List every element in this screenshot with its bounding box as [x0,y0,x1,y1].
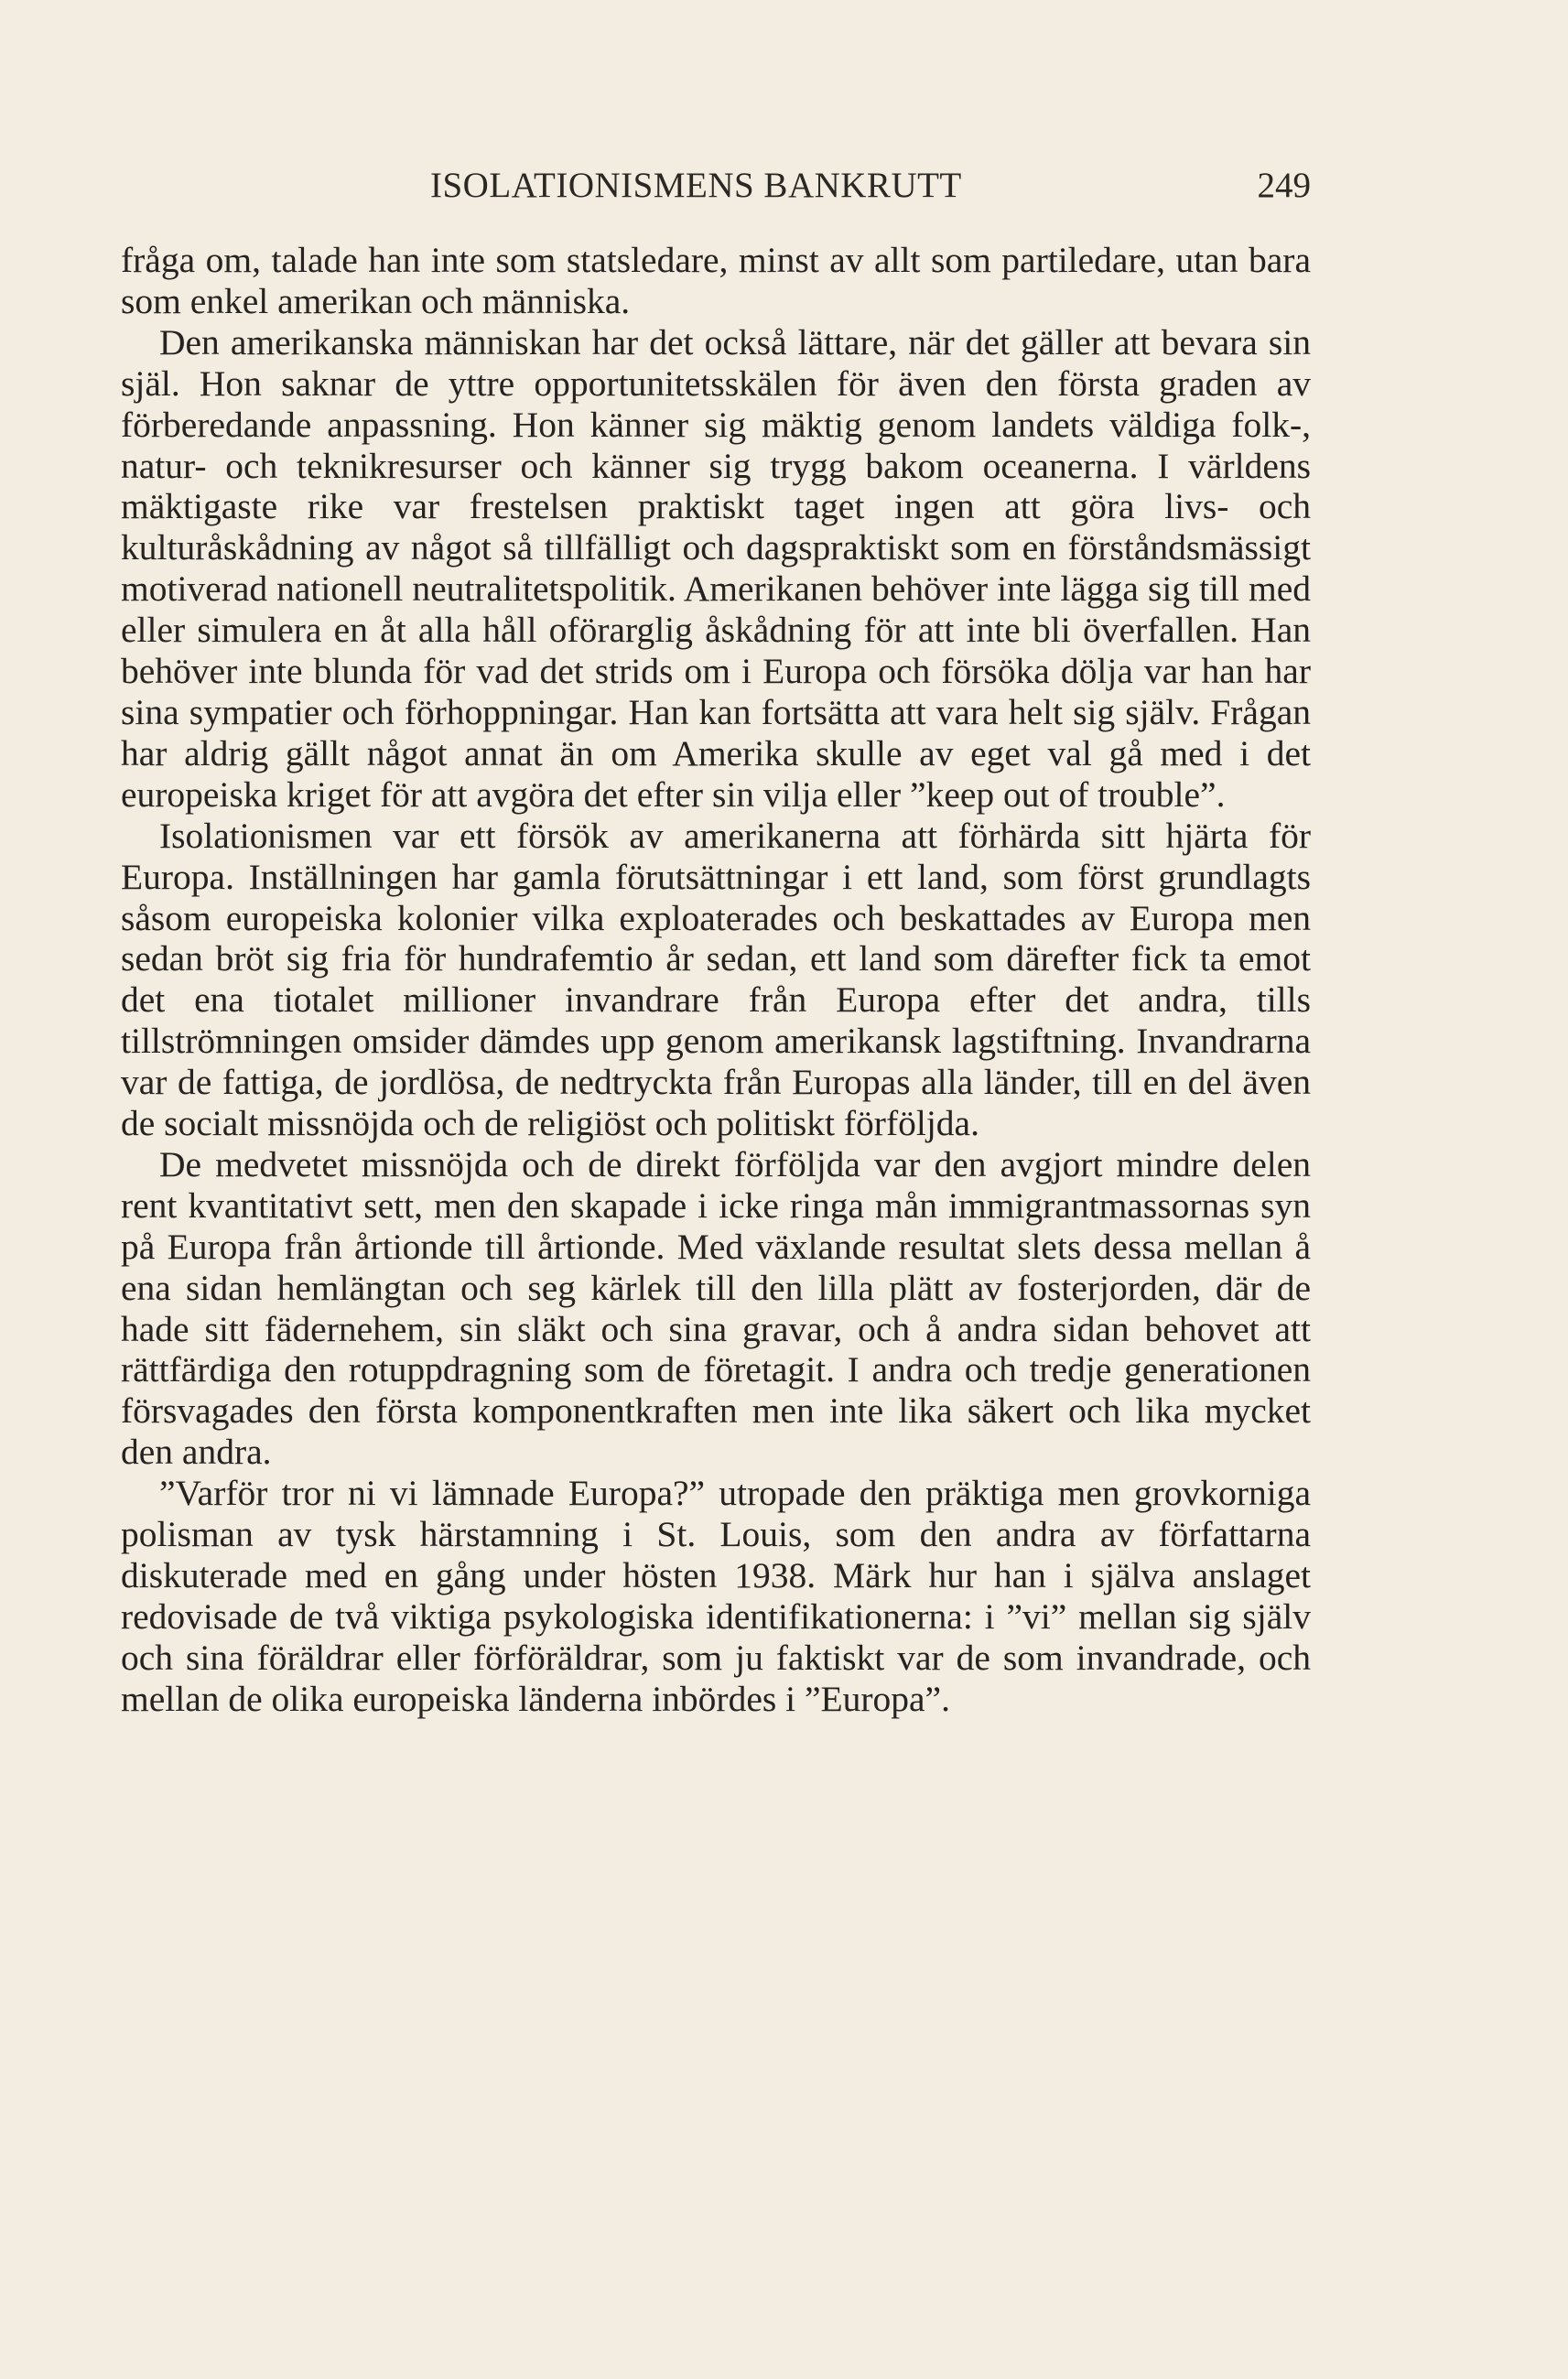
page-header [121,165,1311,211]
paragraph-1: fråga om, talade han inte som statsledare, minst av allt som partiledare, utan bara som enkel amerikan och människa. [121,240,1311,321]
paragraph-2: Den amerikanska människan har det också lättare, när det gäller att bevara sin själ. Hon saknar de yttre opportunitetsskälen för även den första graden av förberedande anpassning. Hon känner sig mäktig genom landets väldiga folk-, natur- och teknikresurser och känner sig trygg bakom oceanerna. I världens mäktigaste rike var frestelsen praktiskt taget ingen att göra livs- och kulturåskådning av något så tillfälligt och dagspraktiskt som en förståndsmässigt motiverad nationell neutralitetspolitik. Amerikanen behöver inte lägga sig till med eller simulera en åt alla håll oförarglig åskådning för att inte bli överfallen. Han behöver inte blunda för vad det strids om i Europa och försöka dölja var han har sina sympatier och förhoppningar. Han kan fortsätta att vara helt sig själv. Frågan har aldrig gällt något annat än om Amerika skulle av eget val gå med i det europeiska kriget för att avgöra det efter sin vilja eller ”keep out of trouble”. [121,321,1311,815]
paragraph-3: Isolationismen var ett försök av amerikanerna att förhärda sitt hjärta för Europa. Inställningen har gamla förutsättningar i ett land, som först grundlagts såsom europeiska kolonier vilka exploaterades och beskattades av Europa men sedan bröt sig fria för hundrafemtio år sedan, ett land som därefter fick ta emot det ena tiotalet millioner invandrare från Europa efter det andra, tills tillströmningen omsider dämdes upp genom amerikansk lagstiftning. Invandrarna var de fattiga, de jordlösa, de nedtryckta från Europas alla länder, till en del även de socialt missnöjda och de religiöst och politiskt förföljda. [121,815,1311,1144]
page-number: 249 [1257,166,1311,205]
running-head: ISOLATIONISMENS BANKRUTT [430,166,962,205]
paragraph-4: De medvetet missnöjda och de direkt förföljda var den avgjort mindre delen rent kvantitativt sett, men den skapade i icke ringa mån immigrantmassornas syn på Europa från årtionde till årtionde. Med växlande resultat slets dessa mellan å ena sidan hemlängtan och seg kärlek till den lilla plätt av fosterjorden, där de hade sitt fädernehem, sin släkt och sina gravar, och å andra sidan behovet att rättfärdiga den rotuppdragning som de företagit. I andra och tredje generationen försvagades den första komponentkraften men inte lika säkert och lika mycket den andra. [121,1143,1311,1473]
paragraph-5: ”Varför tror ni vi lämnade Europa?” utropade den präktiga men grovkorniga polisman av tysk härstamning i St. Louis, som den andra av författarna diskuterade med en gång under hösten 1938. Märk hur han i själva anslaget redovisade de två viktiga psykologiska identifikationerna: i ”vi” mellan sig själv och sina föräldrar eller förföräldrar, som ju faktiskt var de som invandrade, och mellan de olika europeiska länderna inbördes i ”Europa”. [121,1473,1311,1719]
body-text [121,240,1311,1720]
